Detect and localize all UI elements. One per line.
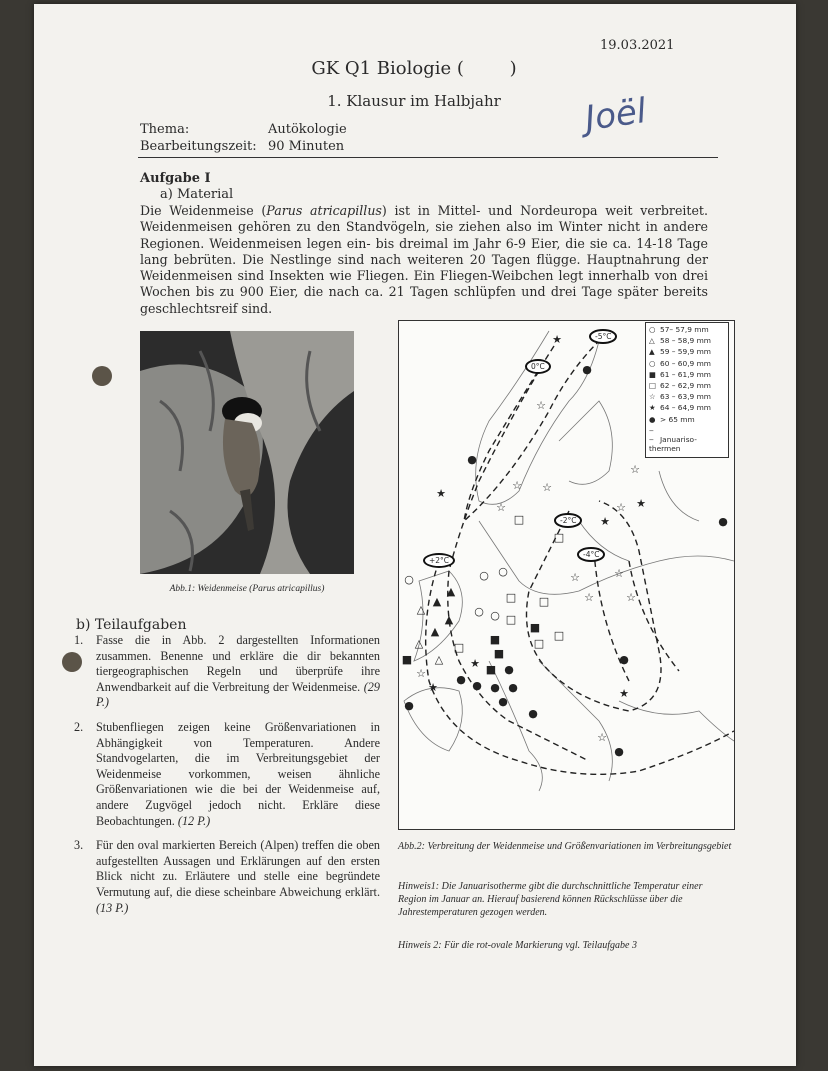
- topic-value: Autökologie: [268, 122, 347, 137]
- legend-item: [649, 403, 725, 414]
- subtask-points: (29 P.): [96, 679, 380, 710]
- map-marker: ☆: [512, 479, 522, 492]
- map-marker: ○: [479, 569, 489, 582]
- figure1-caption: Abb.1: Weidenmeise (Parus atricapillus): [169, 584, 325, 594]
- subtask-item: [74, 720, 380, 829]
- punch-hole: [92, 366, 112, 386]
- subtask-number: 3.: [74, 838, 84, 853]
- species-name: Parus atricapillus: [266, 203, 382, 218]
- legend-label: 57– 57,9 mm: [660, 325, 709, 334]
- map-marker: ●: [498, 695, 508, 708]
- subtask-points: (13 P.): [96, 900, 129, 915]
- legend-label: > 65 mm: [660, 414, 695, 424]
- map-marker: ★: [636, 497, 646, 510]
- paragraph-text: ) ist in Mittel- und Nordeuropa weit verbreitet. Weidenmeisen gehören zu den Standvögeln, sie ziehen also im Winter nicht in andere Regionen. Weidenmeisen legen ein- bis dreimal im Jahr 6-9 Eier, die sie ca. 14-18 Tage lang bebrüten. Die Nestlinge sind nach weiteren 20 Tagen flügge. Hauptnahrung der Weidenmeisen sind Insekten wie Fliegen. Ein Fliegen-Weibchen legt innerhalb von drei Wochen bis zu 900 Eier, die nach ca. 21 Tagen schlüpfen und drei Tage später bereits geschlechtsreif sind.: [140, 203, 708, 316]
- map-marker: △: [416, 603, 426, 616]
- legend-item: [649, 347, 725, 358]
- map-marker: ■: [489, 633, 501, 646]
- isotherm-label: -2°C: [554, 513, 582, 528]
- star-open-icon: ☆: [649, 392, 656, 402]
- square-filled-icon: ■: [649, 369, 656, 379]
- map-marker: ●: [472, 679, 482, 692]
- map-marker: ☆: [542, 481, 552, 494]
- map-marker: ☆: [597, 731, 607, 744]
- legend-label: 60 – 60,9 mm: [660, 358, 712, 368]
- map-marker: □: [505, 613, 517, 626]
- legend-label: 64 – 64,9 mm: [660, 403, 712, 413]
- map-marker: □: [553, 531, 565, 544]
- subtask-text: Stubenfliegen zeigen keine Größenvariationen in Abhängigkeit von Temperaturen. Andere Standvogelarten, die im Verbreitungsgebiet der Weidenmeise vorkommen, weisen ähnliche Größenvariationen wie die bei der Weidenmeise auf, andere Zugvögel jedoch nicht. Erkläre diese Beobachtungen.: [96, 719, 380, 828]
- material-label: a) Material: [160, 187, 234, 202]
- map-marker: ●: [619, 653, 629, 666]
- page-subtitle: 1. Klausur im Halbjahr: [327, 92, 501, 110]
- map-marker: ★: [470, 657, 480, 670]
- map-marker: ●: [582, 363, 592, 376]
- subtasks-heading: b) Teilaufgaben: [76, 617, 187, 633]
- isotherm-label: +2°C: [423, 553, 455, 568]
- map-marker: ■: [485, 663, 497, 676]
- map-marker: ☆: [626, 591, 636, 604]
- map-marker: ■: [493, 647, 505, 660]
- handwritten-signature: Joël: [582, 90, 649, 140]
- task-heading: Aufgabe I: [140, 171, 211, 186]
- map-marker: ☆: [496, 501, 506, 514]
- paragraph-text: Die Weidenmeise (: [140, 203, 267, 218]
- exam-meta: [140, 121, 347, 155]
- map-marker: ○: [404, 573, 414, 586]
- isotherm-label: -4°C: [577, 547, 605, 562]
- page-title: GK Q1 Biologie ( ): [311, 58, 517, 79]
- map-marker: ○: [498, 565, 508, 578]
- map-marker: □: [505, 591, 517, 604]
- material-paragraph: [140, 203, 708, 317]
- map-marker: ○: [474, 605, 484, 618]
- map-marker: ●: [404, 699, 414, 712]
- hint-2: Hinweis 2: Für die rot-ovale Markierung vgl. Teilaufgabe 3: [398, 940, 637, 951]
- map-marker: □: [533, 637, 545, 650]
- legend-item: [649, 425, 725, 453]
- map-marker: ■: [529, 621, 541, 634]
- map-marker: ●: [490, 681, 500, 694]
- legend-label: 59 – 59,9 mm: [660, 347, 712, 357]
- subtask-number: 1.: [74, 633, 84, 647]
- map-marker: ▲: [446, 585, 456, 598]
- map-marker: ★: [600, 515, 610, 528]
- map-marker: ●: [467, 453, 477, 466]
- legend-item: [649, 370, 725, 381]
- star-filled-icon: ★: [649, 403, 656, 413]
- map-marker: ☆: [630, 463, 640, 476]
- map-marker: □: [553, 629, 565, 642]
- isotherm-label: 0°C: [525, 359, 551, 374]
- legend-label: 61 – 61,9 mm: [660, 369, 712, 379]
- map-marker: ☆: [584, 591, 594, 604]
- map-marker: ★: [436, 487, 446, 500]
- map-marker: ●: [508, 681, 518, 694]
- subtask-text: Fasse die in Abb. 2 dargestellten Informationen zusammen. Benenne und erkläre die dir bekannten tiergeographischen Regeln und überprüfe ihre Anwendbarkeit auf die Verbreitung der Weidenmeise.: [96, 633, 380, 694]
- legend-label: 62 – 62,9 mm: [660, 380, 712, 390]
- divider: [138, 157, 718, 158]
- map-marker: ★: [619, 687, 629, 700]
- subtask-item: [74, 838, 380, 916]
- map-marker: ★: [552, 333, 562, 346]
- map-marker: ▲: [432, 595, 442, 608]
- legend-item: [649, 415, 725, 426]
- figure2-caption: Abb.2: Verbreitung der Weidenmeise und Größenvariationen im Verbreitungsgebiet: [398, 841, 732, 852]
- legend-item: [649, 381, 725, 392]
- legend-label: 58 – 58,9 mm: [660, 336, 712, 346]
- circle-filled-icon: ●: [649, 414, 656, 424]
- legend-item: [649, 359, 725, 370]
- map-marker: ☆: [616, 501, 626, 514]
- triangle-open-icon: △: [649, 336, 655, 346]
- circle-open-icon: ○: [649, 325, 656, 334]
- map-marker: ●: [528, 707, 538, 720]
- map-marker: □: [453, 641, 465, 654]
- legend-item: [649, 325, 725, 336]
- subtask-number: 2.: [74, 719, 84, 734]
- isotherm-label: -5°C: [589, 329, 617, 344]
- map-legend: [645, 322, 729, 458]
- exam-date: 19.03.2021: [600, 38, 675, 53]
- topic-label: Thema:: [140, 122, 190, 137]
- map-marker: ☆: [536, 399, 546, 412]
- legend-label: Januariso-thermen: [649, 434, 697, 453]
- map-marker: ★: [428, 681, 438, 694]
- map-marker: ☆: [614, 567, 624, 580]
- map-marker: △: [434, 653, 444, 666]
- triangle-filled-icon: ▲: [649, 347, 655, 357]
- map-marker: ●: [504, 663, 514, 676]
- map-marker: ▲: [444, 613, 454, 626]
- legend-item: [649, 392, 725, 403]
- hint-1: Hinweis1: Die Januarisotherme gibt die durchschnittliche Temperatur einer Region im Januar an. Hierauf basierend können Rückschlüsse über die Jahrestemperaturen gezogen werden.: [398, 881, 703, 918]
- map-marker: □: [538, 595, 550, 608]
- time-label: Bearbeitungszeit:: [140, 139, 257, 154]
- map-marker: ☆: [570, 571, 580, 584]
- map-marker: ☆: [416, 667, 426, 680]
- map-marker: ●: [456, 673, 466, 686]
- map-marker: ●: [614, 745, 624, 758]
- circle-open-icon: ○: [649, 358, 656, 368]
- time-value: 90 Minuten: [268, 139, 345, 154]
- map-marker: ■: [401, 653, 413, 666]
- map-marker: ○: [490, 609, 500, 622]
- map-marker: △: [414, 637, 424, 650]
- map-marker: ▲: [430, 625, 440, 638]
- map-marker: ●: [718, 515, 728, 528]
- legend-label: 63 – 63,9 mm: [660, 392, 712, 402]
- subtask-text: Für den oval markierten Bereich (Alpen) treffen die oben aufgestellten Aussagen und Erklärungen auf den ersten Blick nicht zu. Erläutere und stelle eine begründete Vermutung auf, die diese scheinbare Abweichung erklärt.: [96, 838, 380, 899]
- subtask-list: [74, 633, 380, 925]
- subtask-item: [74, 633, 380, 711]
- bird-photo: [140, 331, 354, 574]
- map-marker: □: [513, 513, 525, 526]
- subtask-points: (12 P.): [177, 813, 211, 828]
- dashed-line-icon: ‒ ‒: [649, 425, 654, 444]
- square-open-icon: □: [649, 380, 656, 390]
- legend-item: [649, 336, 725, 347]
